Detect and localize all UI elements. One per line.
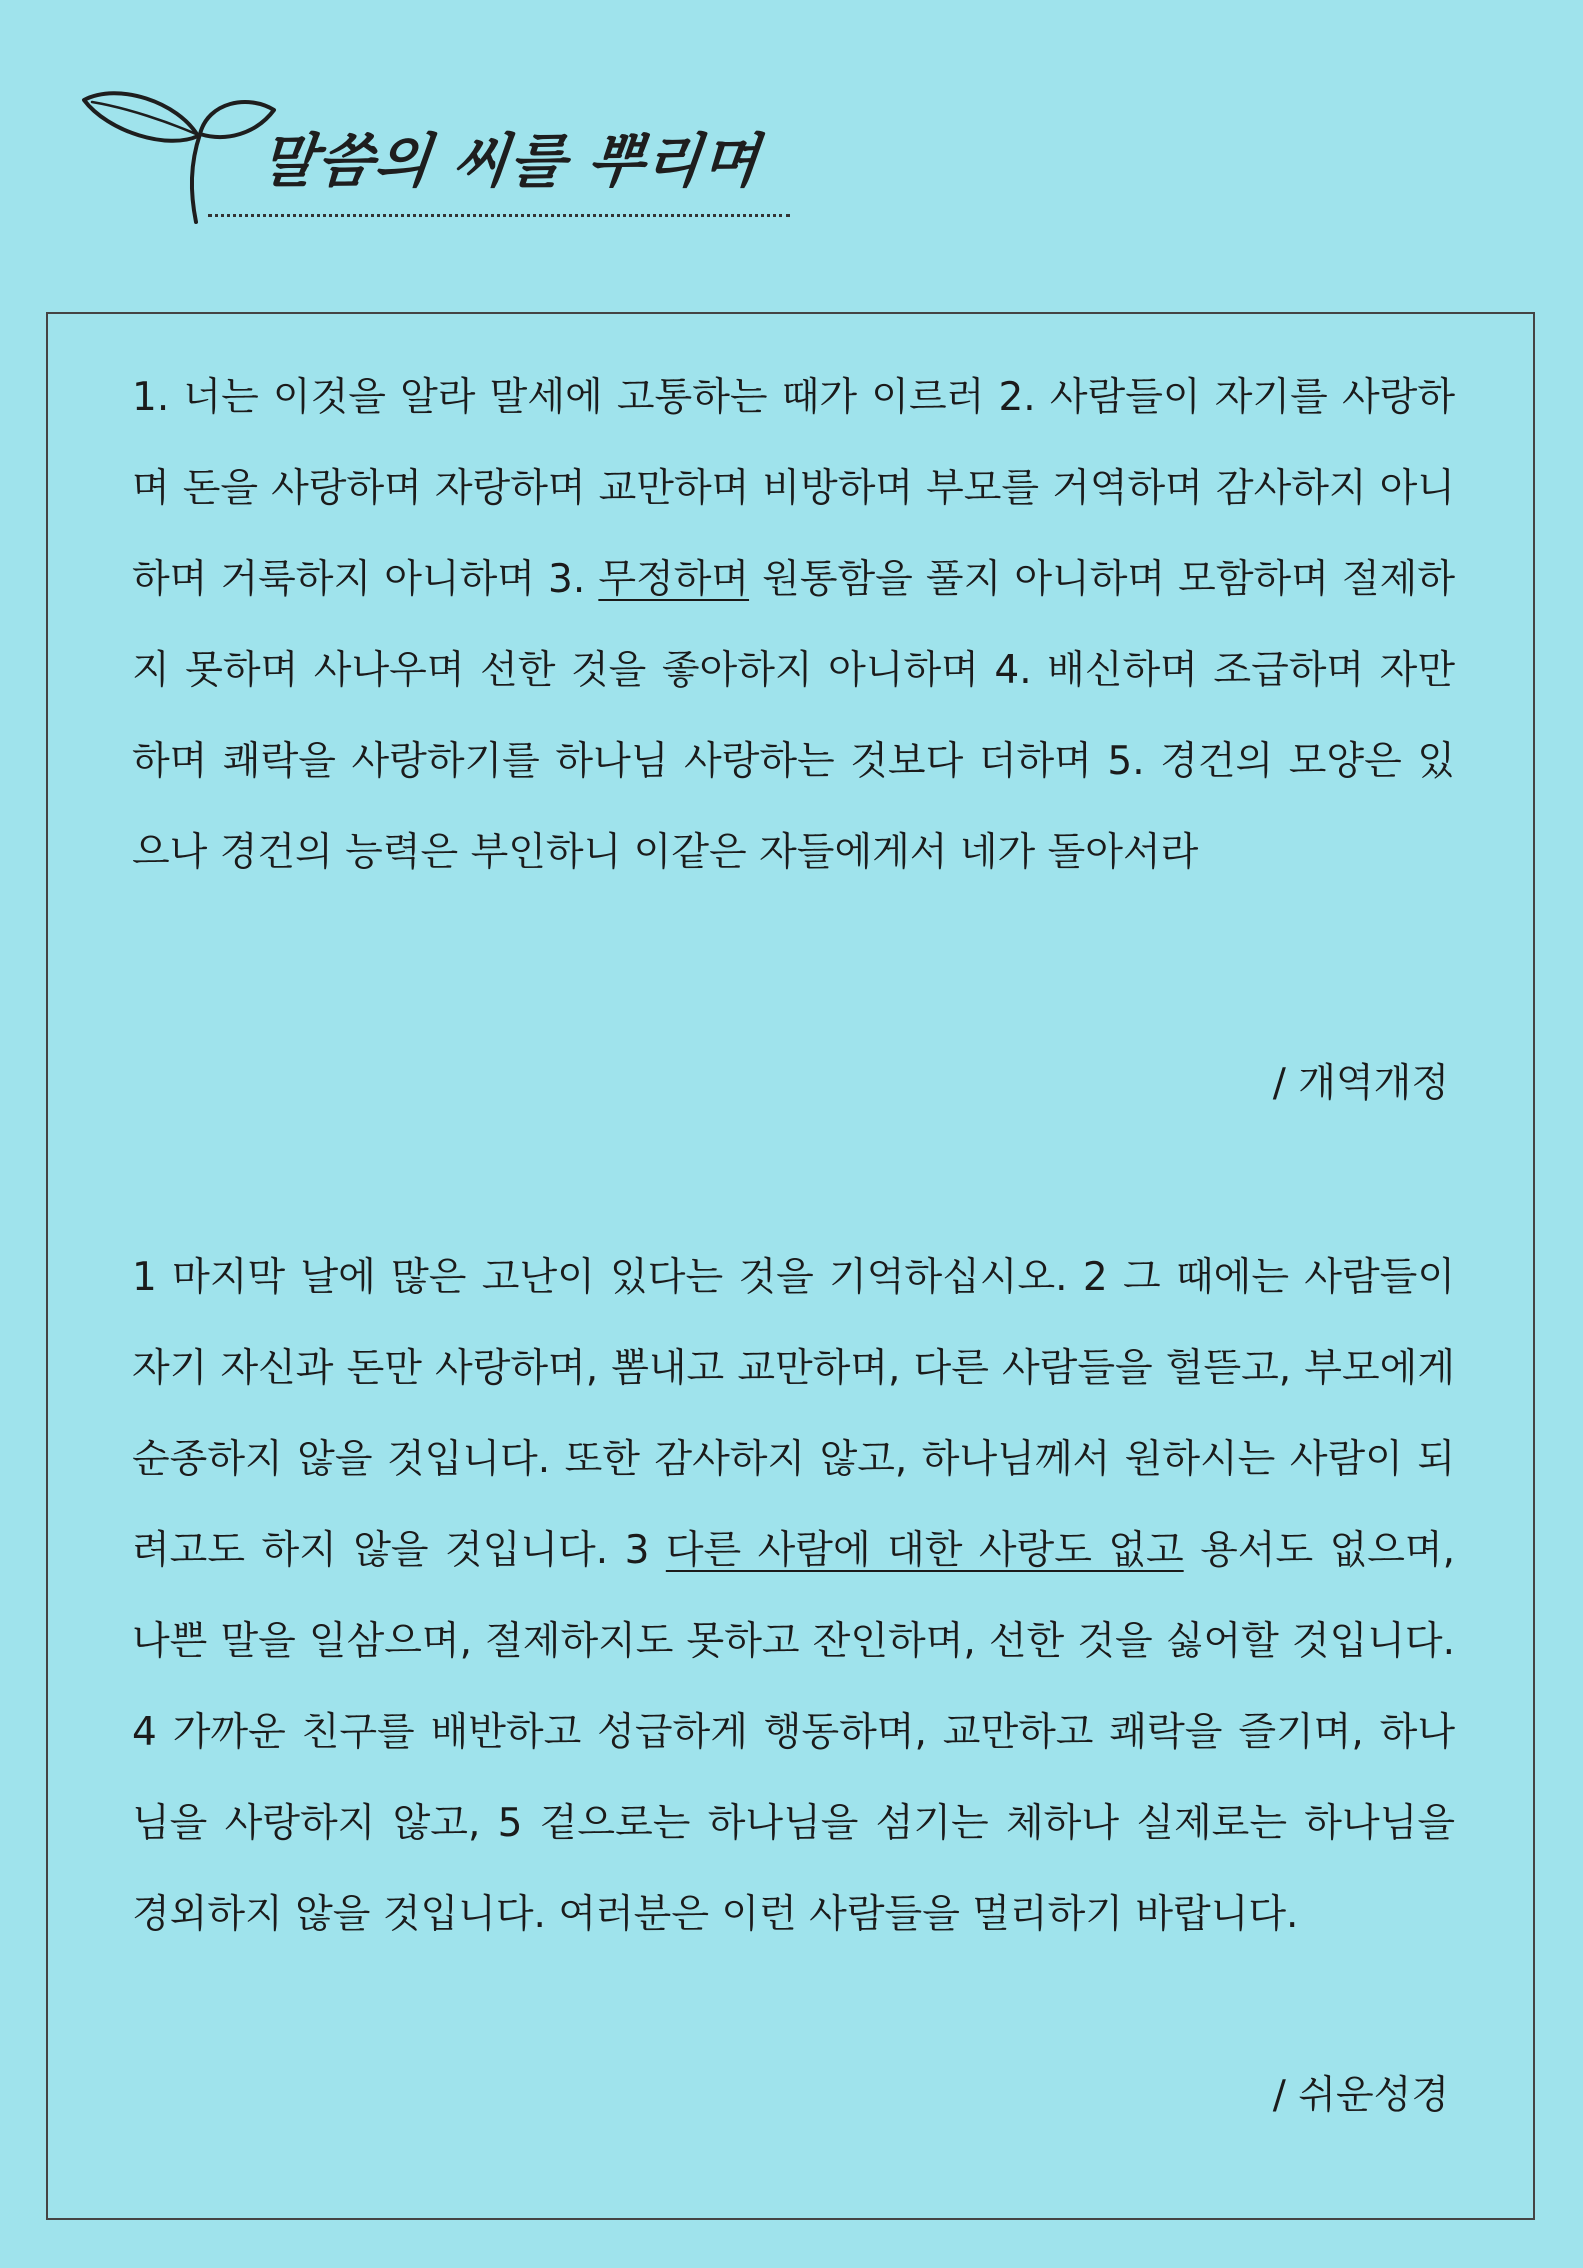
header-title: 말씀의 씨를 뿌리며 [256,127,763,195]
passage-text: 1 마지막 날에 많은 고난이 있다는 것을 기억하십시오. 2 그 때에는 사람들이 자기 자신과 돈만 사랑하며, 뽐내고 교만하며, 다른 사람들을 헐뜯고, 부모에게 순종하지 않을 것입니다. 또한 감사하지 않고, 하나님께서 원하시는 사람이 되려고도 하지 않을 것입니다. 3 [132,1255,1455,1573]
passage-text: 1. 너는 이것을 알라 말세에 고통하는 때가 이르러 2. 사람들이 자기를 사랑하며 돈을 사랑하며 자랑하며 교만하며 비방하며 부모를 거역하며 감사하지 아니하며 거룩하지 아니하며 3. [132,375,1455,602]
sprout-icon [78,72,278,232]
passage-revised-korean [132,352,1455,898]
passage-easy-bible [132,1232,1455,1960]
source-label: / 쉬운성경 [1272,2073,1449,2118]
source-label: / 개역개정 [1272,1061,1449,1106]
passage-underlined-text: 무정하며 [598,557,750,602]
scripture-box [46,312,1535,2220]
header-dotted-divider [208,214,790,217]
page-header [78,72,763,232]
passage-underlined-text: 다른 사람에 대한 사랑도 없고 [665,1528,1184,1573]
passage-text: 용서도 없으며, 나쁜 말을 일삼으며, 절제하지도 못하고 잔인하며, 선한 것을 싫어할 것입니다. 4 가까운 친구를 배반하고 성급하게 행동하며, 교만하고 쾌락을 즐기며, 하나님을 사랑하지 않고, 5 겉으로는 하나님을 섬기는 체하나 실제로는 하나님을 경외하지 않을 것입니다. 여러분은 이런 사람들을 멀리하기 바랍니다. [132,1528,1455,1937]
passage-text: 원통함을 풀지 아니하며 모함하며 절제하지 못하며 사나우며 선한 것을 좋아하지 아니하며 4. 배신하며 조급하며 자만하며 쾌락을 사랑하기를 하나님 사랑하는 것보다 더하며 5. 경건의 모양은 있으나 경건의 능력은 부인하니 이같은 자들에게서 네가 돌아서라 [132,557,1455,875]
